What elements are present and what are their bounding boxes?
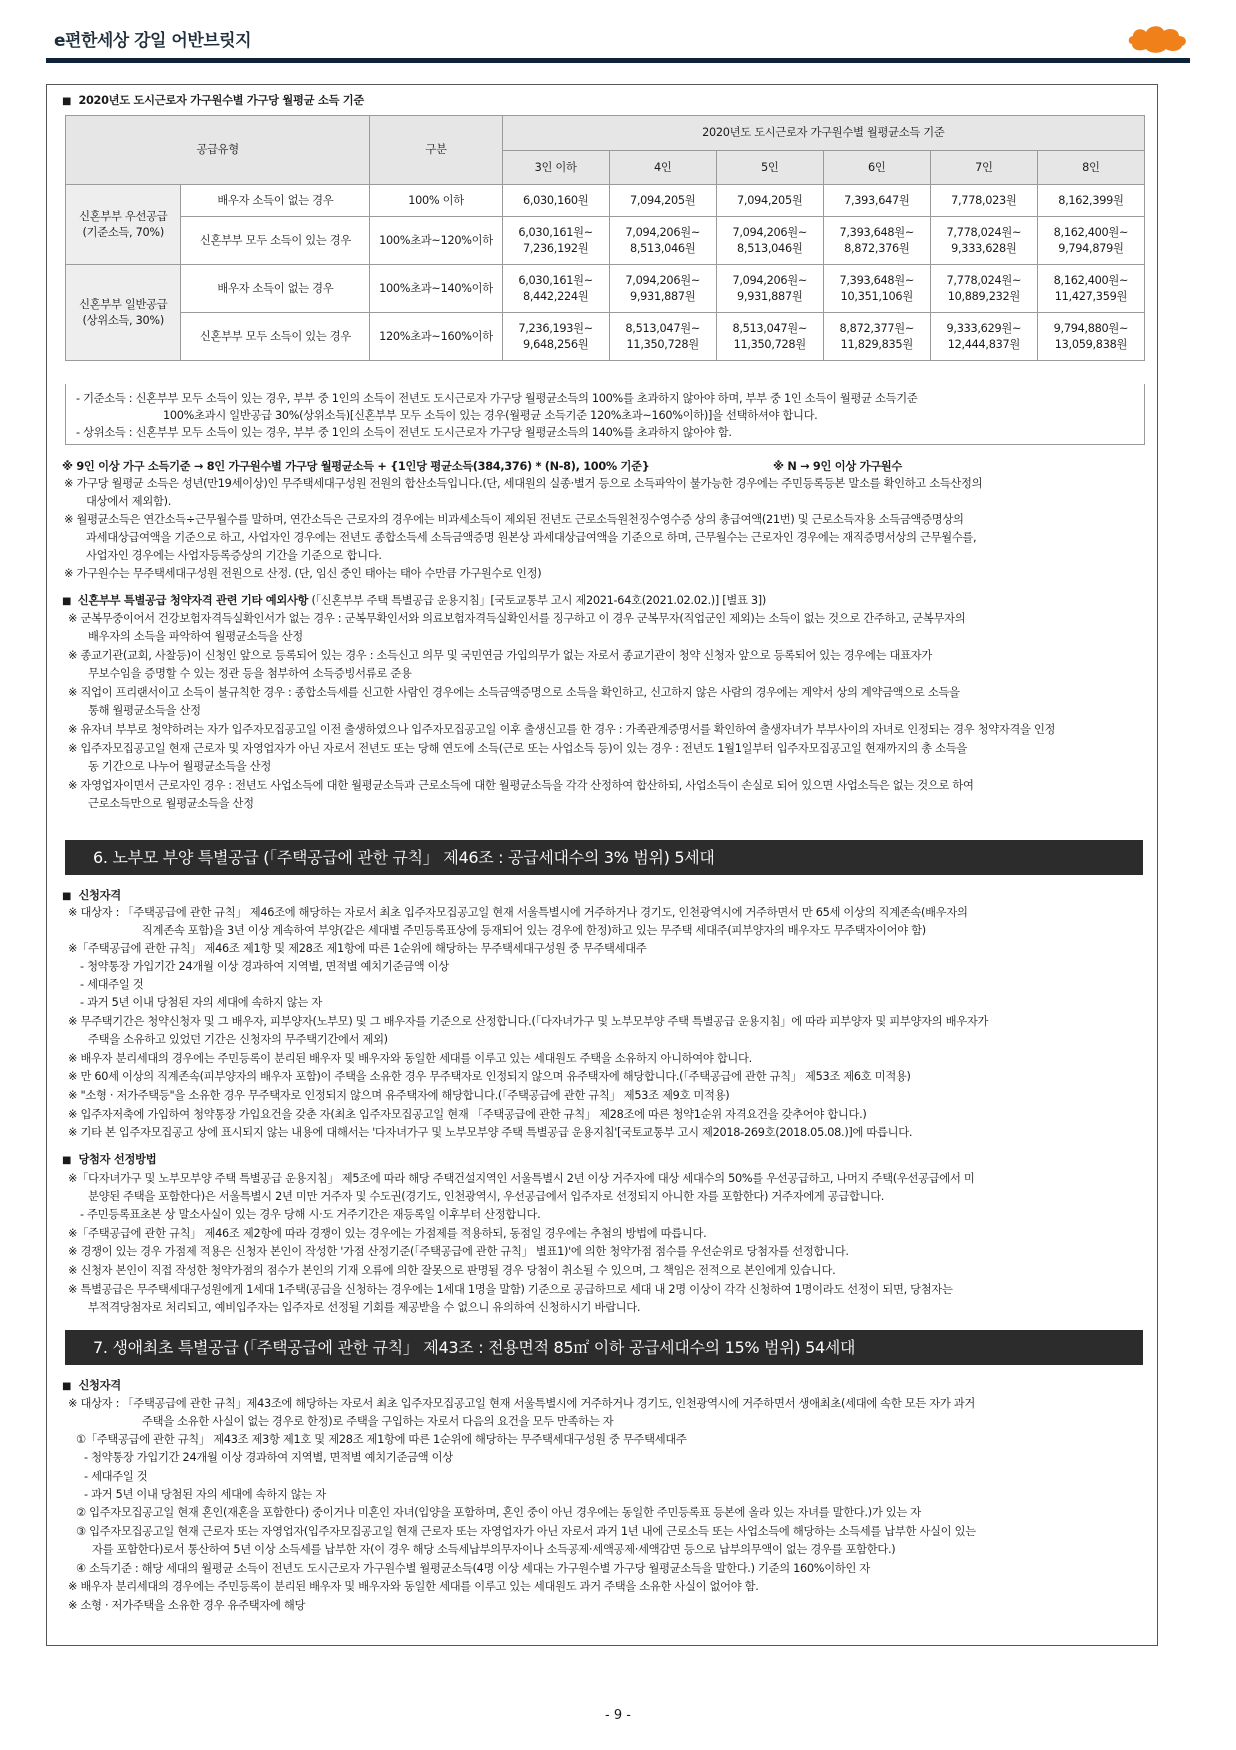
exception-line: ※ 유자녀 부부로 청약하려는 자가 입주자모집공고일 이전 출생하였으나 입주자모집공고일 이후 출생신고를 한 경우 : 가족관계증명서를 확인하여 출생자녀가 부부사이의 자녀로 인정되는 경우 청약자격을 인정 [68, 723, 1056, 736]
box-note: 100%초과시 일반공급 30%(상위소득)[신혼부부 모두 소득이 있는 경우(월평균 소득기준 120%초과~160%이하)]을 선택하셔야 합니다. [163, 409, 818, 422]
income-cell: 7,778,024원~ 10,889,232원 [930, 265, 1037, 313]
section-6-line: ※ 배우자 분리세대의 경우에는 주민등록이 분리된 배우자 및 배우자와 동일한 세대를 이루고 있는 세대원도 주택을 소유하지 아니하여야 합니다. [68, 1052, 752, 1065]
group-label: 신혼부부 일반공급 (상위소득, 30%) [66, 265, 181, 361]
income-cell: 6,030,161원~ 7,236,192원 [502, 217, 609, 265]
table-row [66, 185, 1145, 217]
income-note: 과세대상급여액을 기준으로 하고, 사업자인 경우에는 전년도 종합소득세 소득금액증명 원본상 과세대상급여액을 기준으로 하며, 근무월수는 근로자인 경우에는 재직증명서상의 근무월수를, [86, 531, 977, 544]
section-7-line: - 청약통장 가입기간 24개월 이상 경과하여 지역별, 면적별 예치기준금액 이상 [84, 1451, 453, 1464]
income-note: ※ 월평균소득은 연간소득÷근무월수를 말하며, 연간소득은 근로자의 경우에는 비과세소득이 제외된 전년도 근로소득원천징수영수증 상의 총급여액(21번) 및 근로소득자용 소득금액증명상의 [64, 513, 964, 526]
header-size: 6인 [823, 151, 930, 185]
row-type: 배우자 소득이 없는 경우 [181, 265, 370, 313]
section-6-sel-line: ※ 경쟁이 있는 경우 가점제 적용은 신청자 본인이 작성한 '가점 산정기준(「주택공급에 관한 규칙」 별표1)'에 의한 청약가점 점수를 우선순위로 당첨자를 선정합니다. [68, 1245, 849, 1258]
section-6-sel-line: ※「주택공급에 관한 규칙」 제46조 제2항에 따라 경쟁이 있는 경우에는 가점제를 적용하되, 동점일 경우에는 추첨의 방법에 따릅니다. [68, 1227, 707, 1240]
income-cell: 7,778,023원 [930, 185, 1037, 217]
row-type: 배우자 소득이 없는 경우 [181, 185, 370, 217]
income-cell: 7,094,205원 [716, 185, 823, 217]
section-6-sel-line: ※ 신청자 본인이 직접 작성한 청약가점의 점수가 본인의 기재 오류에 의한 잘못으로 판명될 경우 당첨이 취소될 수 있으며, 그 책임은 전적으로 본인에게 있습니다. [68, 1264, 836, 1277]
section-6-line: - 세대주일 것 [80, 978, 144, 991]
income-cell: 7,393,648원~ 8,872,376원 [823, 217, 930, 265]
exception-line: 근로소득만으로 월평균소득을 산정 [88, 797, 254, 810]
exception-line: 통해 월평균소득을 산정 [88, 704, 201, 717]
exception-line: 배우자의 소득을 파악하여 월평균소득을 산정 [88, 630, 303, 643]
income-cell: 6,030,160원 [502, 185, 609, 217]
formula-note: ※ 9인 이상 가구 소득기준 → 8인 가구원수별 가구당 월평균소득 + {1인당 평균소득(384,376) * (N-8), 100% 기준} [62, 460, 650, 473]
section-6-line: ※ "소형 · 저가주택등"을 소유한 경우 무주택자로 인정되지 않으며 유주택자에 해당합니다.(「주택공급에 관한 규칙」 제53조 제9호 미적용) [68, 1089, 730, 1102]
income-cell: 8,872,377원~ 11,829,835원 [823, 313, 930, 361]
section-6-line: - 청약통장 가입기간 24개월 이상 경과하여 지역별, 면적별 예치기준금액 이상 [80, 960, 449, 973]
header-size: 7인 [930, 151, 1037, 185]
section-6-line: ※ 대상자 : 「주택공급에 관한 규칙」 제46조에 해당하는 자로서 최초 입주자모집공고일 현재 서울특별시에 거주하거나 경기도, 인천광역시에 거주하면서 만 65세 이상의 직계존속(배우자의 [68, 906, 968, 919]
header-size: 4인 [609, 151, 716, 185]
income-cell: 8,513,047원~ 11,350,728원 [716, 313, 823, 361]
document-title: e편한세상 강일 어반브릿지 [54, 31, 252, 51]
section-7-line: ④ 소득기준 : 해당 세대의 월평균 소득이 전년도 도시근로자 가구원수별 월평균소득(4명 이상 세대는 가구원수별 가구당 월평균소득을 말한다.) 기준의 160%이하인 자 [76, 1562, 870, 1575]
section-7-line: ①「주택공급에 관한 규칙」 제43조 제3항 제1호 및 제28조 제1항에 따른 1순위에 해당하는 무주택세대구성원 중 무주택세대주 [76, 1433, 687, 1446]
table-row [66, 313, 1145, 361]
group-label: 신혼부부 우선공급 (기준소득, 70%) [66, 185, 181, 265]
income-note: ※ 가구원수는 무주택세대구성원 전원으로 산정. (단, 임신 중인 태아는 태아 수만큼 가구원수로 인정) [64, 567, 542, 580]
section-6-sel-line: 분양된 주택을 포함한다)은 서울특별시 2년 미만 거주자 및 수도권(경기도, 인천광역시, 우선공급에서 입주자로 선정되지 아니한 자를 포함한다) 거주자에게 공급합니다. [88, 1190, 885, 1203]
row-category: 100%초과~140%이하 [370, 265, 502, 313]
income-heading: ■ 2020년도 도시근로자 가구원수별 가구당 월평균 소득 기준 [62, 94, 364, 107]
section-6-line: ※ 무주택기간은 청약신청자 및 그 배우자, 피부양자(노부모) 및 그 배우자를 기준으로 산정합니다.(「다자녀가구 및 노부모부양 주택 특별공급 운용지침」에 따라 피부양자 및 피부양자의 배우자가 [68, 1015, 989, 1028]
section-6-line: ※「주택공급에 관한 규칙」 제46조 제1항 및 제28조 제1항에 따른 1순위에 해당하는 무주택세대구성원 중 무주택세대주 [68, 942, 647, 955]
income-note: 대상에서 제외함). [86, 495, 171, 508]
row-type: 신혼부부 모두 소득이 있는 경우 [181, 217, 370, 265]
table-row [66, 265, 1145, 313]
section-6-sel-line: ※ 특별공급은 무주택세대구성원에게 1세대 1주택(공급을 신청하는 경우에는 1세대 1명을 말함) 기준으로 공급하므로 세대 내 2명 이상이 각각 신청하여 1명이라도 선정이 되면, 당첨자는 [68, 1283, 953, 1296]
section-6-sel-line: - 주민등록표초본 상 말소사실이 있는 경우 당해 시·도 거주기간은 재등록일 이후부터 산정합니다. [80, 1208, 541, 1221]
section-7-line: ② 입주자모집공고일 현재 혼인(재혼을 포함한다) 중이거나 미혼인 자녀(입양을 포함하며, 혼인 중이 아닌 경우에는 동일한 주민등록표 등본에 올라 있는 자녀를 말한다.)가 있는 자 [76, 1506, 921, 1519]
box-note: - 기준소득 : 신혼부부 모두 소득이 있는 경우, 부부 중 1인의 소득이 전년도 도시근로자 가구당 월평균소득의 100%를 초과하지 않아야 하며, 부부 중 1인 소득이 월평균 소득기준 [76, 392, 918, 405]
row-category: 100% 이하 [370, 185, 502, 217]
exceptions-heading: ■ 신혼부부 특별공급 청약자격 관련 기타 예외사항 (「신혼부부 주택 특별공급 운용지침」[국토교통부 고시 제2021-64호(2021.02.02.)] [별표 3]) [62, 594, 767, 607]
income-cell: 7,094,206원~ 9,931,887원 [716, 265, 823, 313]
table-row [66, 217, 1145, 265]
income-cell: 7,778,024원~ 9,333,628원 [930, 217, 1037, 265]
box-note: - 상위소득 : 신혼부부 모두 소득이 있는 경우, 부부 중 1인의 소득이 전년도 도시근로자 가구당 월평균소득의 140%를 초과하지 않아야 함. [76, 426, 732, 439]
exception-line: 동 기간으로 나누어 월평균소득을 산정 [88, 760, 271, 773]
header-size: 3인 이하 [502, 151, 609, 185]
section-7-qual-heading: ■ 신청자격 [62, 1379, 121, 1392]
row-category: 120%초과~160%이하 [370, 313, 502, 361]
income-cell: 8,162,400원~ 9,794,879원 [1037, 217, 1144, 265]
page-header [46, 20, 1190, 60]
header-size: 8인 [1037, 151, 1144, 185]
section-6-line: - 과거 5년 이내 당첨된 자의 세대에 속하지 않는 자 [80, 996, 322, 1009]
income-cell: 7,094,206원~ 8,513,046원 [716, 217, 823, 265]
section-7-banner: 7. 생애최초 특별공급 (「주택공급에 관한 규칙」 제43조 : 전용면적 85㎡ 이하 공급세대수의 15% 범위) 54세대 [65, 1330, 1143, 1365]
income-cell: 7,094,206원~ 9,931,887원 [609, 265, 716, 313]
brand-logo-icon [1126, 22, 1190, 56]
section-6-sel-heading: ■ 당첨자 선정방법 [62, 1153, 157, 1166]
income-cell: 7,094,205원 [609, 185, 716, 217]
section-7-line: - 세대주일 것 [84, 1470, 148, 1483]
exception-line: ※ 입주자모집공고일 현재 근로자 및 자영업자가 아닌 자로서 전년도 또는 당해 연도에 소득(근로 또는 사업소득 등)이 있는 경우 : 전년도 1월1일부터 입주자모집공고일 현재까지의 총 소득을 [68, 742, 967, 755]
income-cell: 7,236,193원~ 9,648,256원 [502, 313, 609, 361]
row-type: 신혼부부 모두 소득이 있는 경우 [181, 313, 370, 361]
section-6-qual-heading: ■ 신청자격 [62, 889, 121, 902]
section-7-line: ※ 소형 · 저가주택을 소유한 경우 유주택자에 해당 [68, 1599, 306, 1612]
page-number: - 9 - [605, 1708, 631, 1723]
section-6-line: ※ 기타 본 입주자모집공고 상에 표시되지 않는 내용에 대해서는 '다자녀가구 및 노부모부양 주택 특별공급 운용지침'[국토교통부 고시 제2018-269호(2018.05.08.)]에 따릅니다. [68, 1126, 913, 1139]
exception-line: ※ 종교기관(교회, 사찰등)이 신청인 앞으로 등록되어 있는 경우 : 소득신고 의무 및 국민연금 가입의무가 없는 자로서 종교기관이 청약 신청자 앞으로 등록되어 있는 경우에는 대표자가 [68, 649, 932, 662]
formula-note: ※ N → 9인 이상 가구원수 [773, 460, 903, 473]
income-cell: 9,794,880원~ 13,059,838원 [1037, 313, 1144, 361]
income-table [65, 115, 1145, 361]
income-cell: 7,094,206원~ 8,513,046원 [609, 217, 716, 265]
exception-line: 무보수임을 증명할 수 있는 정관 등을 첨부하여 소득증빙서류로 준용 [88, 667, 412, 680]
exception-line: ※ 직업이 프리랜서이고 소득이 불규칙한 경우 : 종합소득세를 신고한 사람인 경우에는 소득금액증명으로 소득을 확인하고, 신고하지 않은 사람의 경우에는 계약서 상의 계약금액으로 소득을 [68, 686, 960, 699]
section-6-banner: 6. 노부모 부양 특별공급 (「주택공급에 관한 규칙」 제46조 : 공급세대수의 3% 범위) 5세대 [65, 840, 1143, 875]
header-category: 구분 [370, 116, 502, 185]
section-6-sel-line: ※「다자녀가구 및 노부모부양 주택 특별공급 운용지침」 제5조에 따라 해당 주택건설지역인 서울특별시 2년 이상 거주자에 대상 세대수의 50%를 우선공급하고, 나머지 주택(우선공급에서 미 [68, 1172, 975, 1185]
header-supply-type: 공급유형 [66, 116, 370, 185]
header-size: 5인 [716, 151, 823, 185]
section-7-line: - 과거 5년 이내 당첨된 자의 세대에 속하지 않는 자 [84, 1488, 326, 1501]
section-6-line: 직계존속 포함)을 3년 이상 계속하여 부양(같은 세대별 주민등록표상에 등재되어 있는 경우에 한정)하고 있는 무주택 세대주(피부양자의 배우자도 무주택자이어야 함) [142, 924, 926, 937]
income-cell: 8,162,400원~ 11,427,359원 [1037, 265, 1144, 313]
income-cell: 8,513,047원~ 11,350,728원 [609, 313, 716, 361]
exception-line: ※ 자영업자이면서 근로자인 경우 : 전년도 사업소득에 대한 월평균소득과 근로소득에 대한 월평균소득을 각각 산정하여 합산하되, 사업소득이 손실로 되어 있으면 사업소득은 없는 것으로 하여 [68, 779, 974, 792]
income-cell: 7,393,648원~ 10,351,106원 [823, 265, 930, 313]
section-7-line: 주택을 소유한 사실이 없는 경우로 한정)로 주택을 구입하는 자로서 다음의 요건을 모두 만족하는 자 [142, 1415, 614, 1428]
section-6-sel-line: 부적격당첨자로 처리되고, 예비입주자는 입주자로 선정될 기회를 제공받을 수 없으니 유의하여 신청하시기 바랍니다. [88, 1301, 641, 1314]
header-income-group: 2020년도 도시근로자 가구원수별 월평균소득 기준 [502, 116, 1144, 151]
income-note: ※ 가구당 월평균 소득은 성년(만19세이상)인 무주택세대구성원 전원의 합산소득입니다.(단, 세대원의 실종·별거 등으로 소득파악이 불가능한 경우에는 주민등록등본 말소를 확인하고 소득산정의 [64, 477, 983, 490]
section-7-line: 자를 포함한다)로서 통산하여 5년 이상 소득세를 납부한 자(이 경우 해당 소득세납부의무자이나 소득공제·세액공제·세액감면 등으로 납부의무액이 없는 경우를 포함한다.) [92, 1543, 896, 1556]
section-6-line: ※ 입주자저축에 가입하여 청약통장 가입요건을 갖춘 자(최초 입주자모집공고일 현재 「주택공급에 관한 규칙」 제28조에 따른 청약1순위 자격요건을 갖추어야 합니다.) [68, 1108, 867, 1121]
income-cell: 9,333,629원~ 12,444,837원 [930, 313, 1037, 361]
section-7-line: ※ 대상자 : 「주택공급에 관한 규칙」제43조에 해당하는 자로서 최초 입주자모집공고일 현재 서울특별시에 거주하거나 경기도, 인천광역시에 거주하면서 생애최초(세대에 속한 모든 자가 과거 [68, 1397, 976, 1410]
section-6-line: 주택을 소유하고 있었던 기간은 신청자의 무주택기간에서 제외) [88, 1033, 388, 1046]
income-note: 사업자인 경우에는 사업자등록증상의 기간을 기준으로 합니다. [86, 549, 382, 562]
income-cell: 7,393,647원 [823, 185, 930, 217]
row-category: 100%초과~120%이하 [370, 217, 502, 265]
income-cell: 8,162,399원 [1037, 185, 1144, 217]
exception-line: ※ 군복무중이어서 건강보험자격득실확인서가 없는 경우 : 군복무확인서와 의료보험자격득실확인서를 징구하고 이 경우 군복무자(직업군인 제외)는 소득이 없는 것으로 간주하고, 군복무자의 [68, 612, 966, 625]
section-7-line: ③ 입주자모집공고일 현재 근로자 또는 자영업자(입주자모집공고일 현재 근로자 또는 자영업자가 아닌 자로서 과거 1년 내에 근로소득 또는 사업소득에 해당하는 소득세를 납부한 사실이 있는 [76, 1525, 976, 1538]
section-6-line: ※ 만 60세 이상의 직계존속(피부양자의 배우자 포함)이 주택을 소유한 경우 무주택자로 인정되지 않으며 유주택자에 해당합니다.(「주택공급에 관한 규칙」 제53조 제6호 미적용) [68, 1070, 911, 1083]
section-7-line: ※ 배우자 분리세대의 경우에는 주민등록이 분리된 배우자 및 배우자와 동일한 세대를 이루고 있는 세대원도 과거 주택을 소유한 사실이 없어야 함. [68, 1580, 759, 1593]
income-cell: 6,030,161원~ 8,442,224원 [502, 265, 609, 313]
header-rule [46, 58, 1190, 63]
